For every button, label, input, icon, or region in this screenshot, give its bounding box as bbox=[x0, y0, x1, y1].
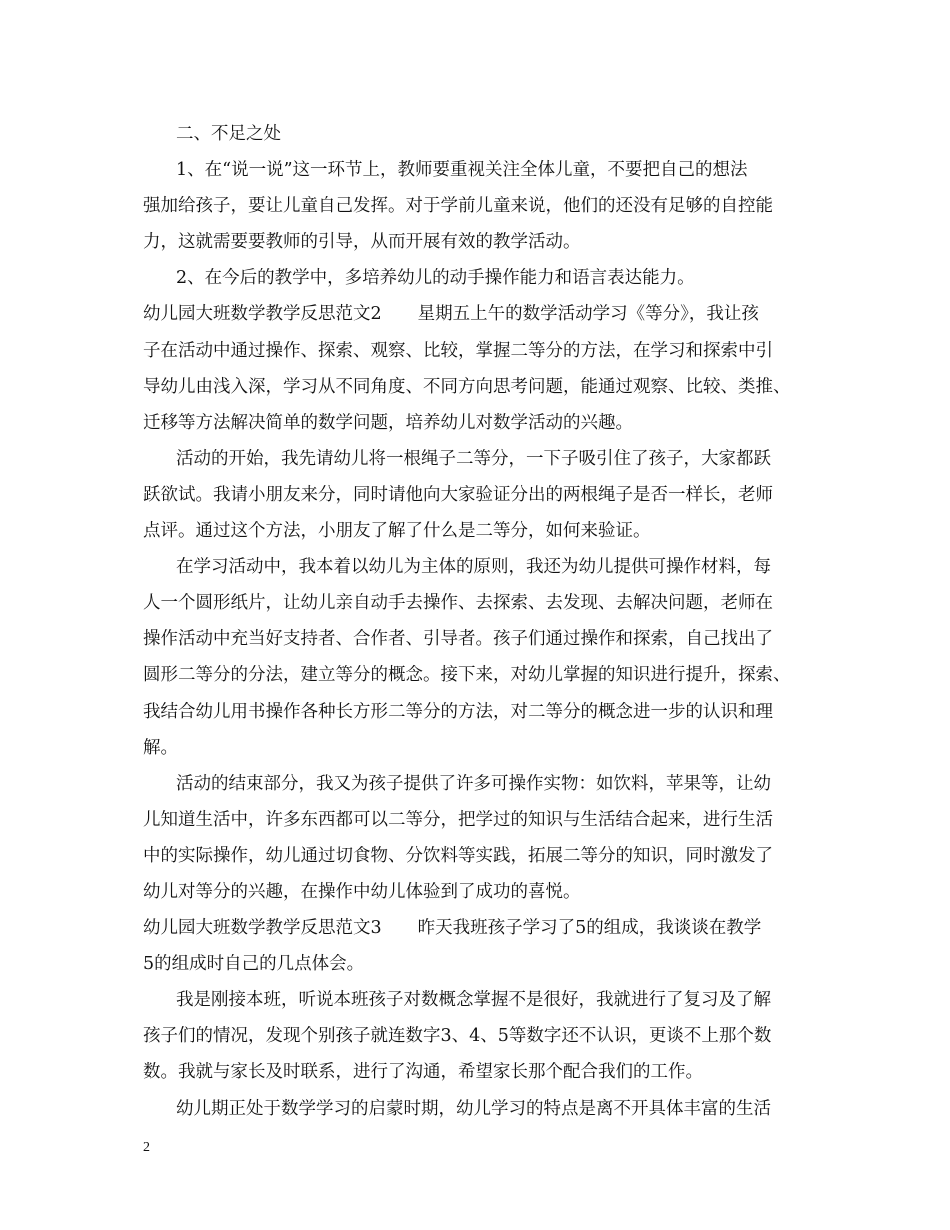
paragraph-line: 1、在“说一说”这一环节上，教师要重视关注全体儿童，不要把自己的想法 bbox=[176, 160, 748, 181]
section-heading: 二、不足之处 bbox=[176, 124, 281, 144]
paragraph-line: 5的组成时自己的几点体会。 bbox=[143, 954, 365, 975]
paragraph-line: 点评。通过这个方法，小朋友了解了什么是二等分，如何来验证。 bbox=[143, 521, 651, 542]
paragraph-line: 跃欲试。我请小朋友来分，同时请他向大家验证分出的两根绳子是否一样长，老师 bbox=[143, 484, 773, 505]
section-title-2: 幼儿园大班数学教学反思范文2 bbox=[143, 304, 382, 325]
paragraph-line: 在学习活动中，我本着以幼儿为主体的原则，我还为幼儿提供可操作材料，每 bbox=[176, 557, 771, 578]
paragraph-line: 活动的开始，我先请幼儿将一根绳子二等分，一下子吸引住了孩子，大家都跃 bbox=[176, 448, 771, 469]
paragraph-line: 2、在今后的教学中，多培养幼儿的动手操作能力和语言表达能力。 bbox=[176, 268, 695, 289]
paragraph-line: 中的实际操作，幼儿通过切食物、分饮料等实践，拓展二等分的知识，同时激发了 bbox=[143, 845, 773, 866]
paragraph-line: 导幼儿由浅入深，学习从不同角度、不同方向思考问题，能通过观察、比较、类推、 bbox=[143, 376, 791, 397]
document-body bbox=[143, 116, 823, 1127]
paragraph-line: 孩子们的情况，发现个别孩子就连数字3、4、5等数字还不认识，更谈不上那个数 bbox=[143, 1026, 772, 1047]
paragraph-line: 儿知道生活中，许多东西都可以二等分，把学过的知识与生活结合起来，进行生活 bbox=[143, 809, 773, 830]
section-intro-2: 星期五上午的数学活动学习《等分》，我让孩 bbox=[417, 304, 759, 325]
paragraph-line: 人一个圆形纸片，让幼儿亲自动手去操作、去探索、去发现、去解决问题，老师在 bbox=[143, 593, 773, 614]
paragraph-line: 强加给孩子，要让儿童自己发挥。对于学前儿童来说，他们的还没有足够的自控能 bbox=[143, 196, 773, 217]
paragraph-line: 力，这就需要要教师的引导，从而开展有效的教学活动。 bbox=[143, 232, 581, 253]
paragraph-line: 幼儿对等分的兴趣，在操作中幼儿体验到了成功的喜悦。 bbox=[143, 881, 581, 902]
section-title-line-3 bbox=[143, 910, 823, 946]
section-intro-3: 昨天我班孩子学习了5的组成，我谈谈在教学 bbox=[417, 918, 762, 939]
paragraph-line: 圆形二等分的分法，建立等分的概念。接下来，对幼儿掌握的知识进行提升，探索、 bbox=[143, 665, 791, 686]
paragraph-line: 解。 bbox=[143, 737, 178, 758]
section-title-line-2 bbox=[143, 296, 823, 332]
paragraph-line: 子在活动中通过操作、探索、观察、比较，掌握二等分的方法，在学习和探索中引 bbox=[143, 340, 773, 361]
paragraph-line: 幼儿期正处于数学学习的启蒙时期，幼儿学习的特点是离不开具体丰富的生活 bbox=[176, 1098, 771, 1119]
paragraph-line: 我结合幼儿用书操作各种长方形二等分的方法，对二等分的概念进一步的认识和理 bbox=[143, 701, 773, 722]
section-title-3: 幼儿园大班数学教学反思范文3 bbox=[143, 918, 382, 939]
paragraph-line: 我是刚接本班，听说本班孩子对数概念掌握不是很好，我就进行了复习及了解 bbox=[176, 990, 771, 1011]
paragraph-line: 操作活动中充当好支持者、合作者、引导者。孩子们通过操作和探索，自己找出了 bbox=[143, 629, 773, 650]
paragraph-line: 迁移等方法解决简单的数学问题，培养幼儿对数学活动的兴趣。 bbox=[143, 412, 633, 433]
page-number: 2 bbox=[143, 1140, 150, 1155]
paragraph-line: 数。我就与家长及时联系，进行了沟通，希望家长那个配合我们的工作。 bbox=[143, 1062, 703, 1083]
paragraph-line: 活动的结束部分，我又为孩子提供了许多可操作实物：如饮料，苹果等，让幼 bbox=[176, 773, 771, 794]
